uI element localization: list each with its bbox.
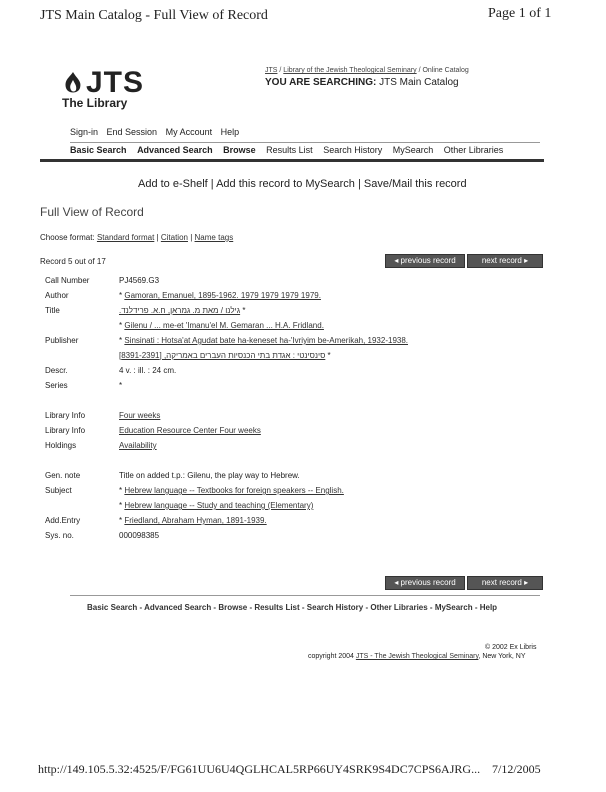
jts-copyright <box>308 653 526 660</box>
field-label: Holdings <box>45 441 77 450</box>
field-label: Library Info <box>45 426 86 435</box>
star-icon: * <box>119 321 123 330</box>
nav-basic-search[interactable]: Basic Search <box>70 145 127 155</box>
print-date: 7/12/2005 <box>492 762 541 776</box>
searching-value: JTS Main Catalog <box>379 77 459 88</box>
previous-record-button[interactable]: ◂ previous record <box>385 576 465 590</box>
page-title: Full View of Record <box>40 205 144 219</box>
holdings-row <box>119 441 157 450</box>
field-label: Library Info <box>45 411 86 420</box>
star-icon: * <box>242 306 246 315</box>
publisher-hebrew-row <box>119 351 331 360</box>
nav-help[interactable]: Help <box>220 127 240 137</box>
page-number: Page 1 of 1 <box>488 6 552 21</box>
action-sep: | <box>210 178 214 190</box>
format-standard-link[interactable]: Standard format <box>96 233 155 242</box>
exlibris-copyright: © 2002 Ex Libris <box>485 644 537 651</box>
nav-mysearch[interactable]: MySearch <box>392 145 434 155</box>
logo-subtitle: The Library <box>62 96 128 110</box>
gen-note-value: Title on added t.p.: Gilenu, the play way to Hebrew. <box>119 471 300 480</box>
star-icon: * <box>119 336 123 345</box>
format-nametags-link[interactable]: Name tags <box>194 233 234 242</box>
title-hebrew-link[interactable]: גילנו / מאת מ. גמראן, ח.א. פרידלנד. <box>119 306 241 315</box>
subject-row <box>119 501 313 510</box>
nav-my-account[interactable]: My Account <box>165 127 213 137</box>
searching-banner <box>265 77 459 88</box>
add-entry-link[interactable]: Friedland, Abraham Hyman, 1891-1939. <box>124 516 267 525</box>
format-citation-link[interactable]: Citation <box>160 233 188 242</box>
series-star[interactable]: * <box>119 381 123 390</box>
nav-end-session[interactable]: End Session <box>106 127 158 137</box>
add-to-eshelf-link[interactable]: Add to e-Shelf <box>138 178 208 190</box>
availability-link[interactable]: Availability <box>119 441 157 450</box>
page-header-title: JTS Main Catalog - Full View of Record <box>40 8 268 23</box>
record-count: Record 5 out of 17 <box>40 257 106 266</box>
publisher-hebrew-link[interactable]: סינסינטי : אגדת בתי הכנסיות העברים באמריקה, [8391-2391] <box>119 351 326 360</box>
field-label: Call Number <box>45 276 90 285</box>
nav-results-list[interactable]: Results List <box>266 145 313 155</box>
title-hebrew-row <box>119 306 245 315</box>
add-entry-row <box>119 516 267 525</box>
nav-sign-in[interactable]: Sign-in <box>70 127 99 137</box>
breadcrumb-library-link[interactable]: Library of the Jewish Theological Seminary <box>283 67 417 74</box>
field-label: Title <box>45 306 60 315</box>
nav-browse[interactable]: Browse <box>223 145 256 155</box>
top-nav <box>70 127 245 137</box>
nav-advanced-search[interactable]: Advanced Search <box>137 145 213 155</box>
star-icon: * <box>119 486 123 495</box>
format-sep: | <box>156 233 159 242</box>
descr-value: 4 v. : ill. : 24 cm. <box>119 366 177 375</box>
main-nav <box>70 145 511 155</box>
field-label: Series <box>45 381 68 390</box>
title-link[interactable]: Gilenu / ... me-et 'Imanu'el M. Gemaran ... H.A. Fridland. <box>124 321 324 330</box>
format-chooser <box>40 233 233 242</box>
nav-other-libraries[interactable]: Other Libraries <box>443 145 504 155</box>
jts-logo[interactable] <box>60 66 144 110</box>
title-row <box>119 321 324 330</box>
breadcrumb-jts-link[interactable]: JTS <box>265 67 278 74</box>
nav-divider <box>70 142 540 143</box>
field-label: Gen. note <box>45 471 81 480</box>
breadcrumb-catalog: / Online Catalog <box>416 67 469 74</box>
logo-text: JTS <box>86 66 145 99</box>
author-row <box>119 291 321 300</box>
subject-link[interactable]: Hebrew language -- Textbooks for foreign speakers -- English. <box>124 486 344 495</box>
copyright-suffix: , New York, NY <box>478 653 526 660</box>
save-mail-link[interactable]: Save/Mail this record <box>363 178 467 190</box>
jts-seminary-link[interactable]: JTS - The Jewish Theological Seminary <box>355 653 479 660</box>
field-label: Descr. <box>45 366 68 375</box>
footer-divider <box>70 595 540 596</box>
field-label: Add.Entry <box>45 516 81 525</box>
breadcrumb-sep: / <box>277 67 284 74</box>
field-label: Subject <box>45 486 72 495</box>
footer-nav[interactable]: Basic Search - Advanced Search - Browse - Results List - Search History - Other Libraries - MySearch - Help <box>87 603 498 612</box>
publisher-row <box>119 336 408 345</box>
next-record-button[interactable]: next record ▸ <box>467 576 543 590</box>
publisher-link[interactable]: Sinsinati : Hotsa'at Agudat bate ha-keneset ha-'Ivriyim be-Amerikah, 1932-1938. <box>124 336 409 345</box>
flame-icon <box>60 70 86 96</box>
format-sep: | <box>190 233 193 242</box>
next-record-button[interactable]: next record ▸ <box>467 254 543 268</box>
previous-record-button[interactable]: ◂ previous record <box>385 254 465 268</box>
library-info-link[interactable]: Education Resource Center Four weeks <box>119 426 261 435</box>
call-number-value: PJ4569.G3 <box>119 276 160 285</box>
sys-no-value: 000098385 <box>119 531 160 540</box>
field-label: Author <box>45 291 69 300</box>
star-icon: * <box>119 501 123 510</box>
format-label: Choose format: <box>40 233 95 242</box>
breadcrumb <box>265 67 469 74</box>
add-to-mysearch-link[interactable]: Add this record to MySearch <box>216 178 355 190</box>
field-label: Sys. no. <box>45 531 74 540</box>
author-link[interactable]: Gamoran, Emanuel, 1895-1962. 1979 1979 1979 1979. <box>124 291 321 300</box>
subject-link[interactable]: Hebrew language -- Study and teaching (Elementary) <box>124 501 314 510</box>
field-label: Publisher <box>45 336 79 345</box>
searching-label: YOU ARE SEARCHING: <box>265 77 377 88</box>
record-actions <box>138 178 467 190</box>
library-info-link[interactable]: Four weeks <box>119 411 161 420</box>
copyright-prefix: copyright 2004 <box>308 653 354 660</box>
star-icon: * <box>119 291 123 300</box>
library-info-row <box>119 411 160 420</box>
star-icon: * <box>119 516 123 525</box>
subject-row <box>119 486 344 495</box>
header-rule <box>40 159 544 162</box>
library-info-row <box>119 426 261 435</box>
action-sep: | <box>357 178 361 190</box>
star-icon: * <box>327 351 331 360</box>
page-url: http://149.105.5.32:4525/F/FG61UU6U4QGLHCAL5RP66UY4SRK9S4DC7CPS6AJRG... <box>38 762 481 776</box>
nav-search-history[interactable]: Search History <box>323 145 383 155</box>
